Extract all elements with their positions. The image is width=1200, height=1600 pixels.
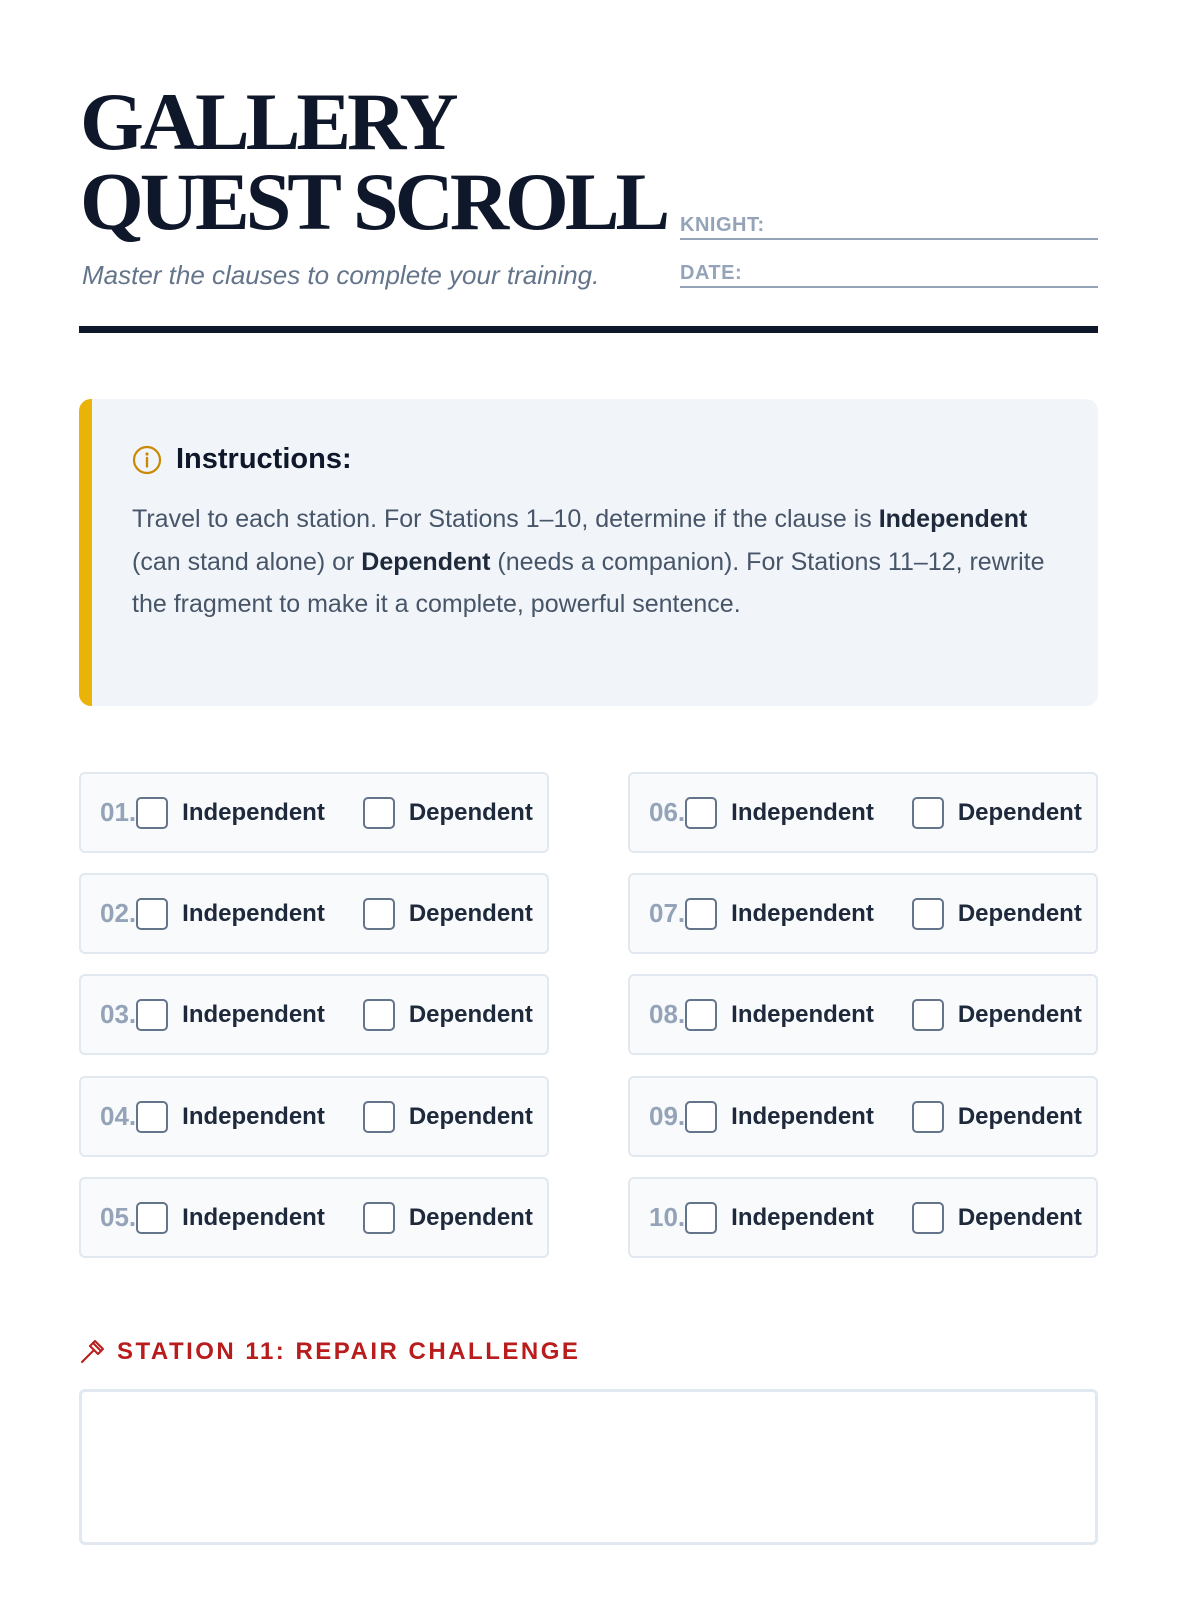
independent-label: Independent: [731, 899, 874, 927]
dependent-label: Dependent: [957, 1102, 1082, 1130]
independent-option[interactable]: [136, 1202, 325, 1234]
dependent-label: Dependent: [408, 899, 533, 927]
dependent-option[interactable]: [912, 1101, 1082, 1133]
independent-checkbox[interactable]: [136, 797, 168, 829]
independent-checkbox[interactable]: [136, 999, 168, 1031]
station-number: 02.: [100, 898, 137, 928]
hammer-icon: [79, 1339, 105, 1365]
independent-option[interactable]: [136, 898, 325, 930]
independent-option[interactable]: [136, 797, 325, 829]
independent-checkbox[interactable]: [685, 797, 717, 829]
dependent-checkbox[interactable]: [912, 1202, 944, 1234]
instructions-text-part-1: Travel to each station. For Stations 1–10, determine if the clause is: [132, 505, 879, 533]
dependent-label: Dependent: [408, 798, 533, 826]
independent-option[interactable]: [136, 1101, 325, 1133]
instructions-heading: [132, 443, 1058, 476]
independent-label: Independent: [731, 798, 874, 826]
independent-option[interactable]: [685, 797, 874, 829]
dependent-option[interactable]: [363, 1202, 533, 1234]
independent-checkbox[interactable]: [685, 1202, 717, 1234]
station-11-heading: [79, 1338, 580, 1366]
header-divider: [79, 326, 1098, 333]
independent-label: Independent: [731, 1102, 874, 1130]
independent-label: Independent: [182, 899, 325, 927]
dependent-option[interactable]: [912, 898, 1082, 930]
station-number: 08.: [649, 999, 686, 1029]
station-number: 09.: [649, 1101, 686, 1131]
instructions-text: [132, 498, 1058, 626]
independent-option[interactable]: [685, 1101, 874, 1133]
station-row: [79, 1076, 549, 1157]
independent-label: Independent: [731, 1000, 874, 1028]
station-row: [628, 974, 1098, 1055]
independent-option[interactable]: [685, 999, 874, 1031]
dependent-checkbox[interactable]: [912, 898, 944, 930]
dependent-checkbox[interactable]: [912, 999, 944, 1031]
page-title: GALLERY QUEST SCROLL: [80, 76, 667, 247]
independent-option[interactable]: [685, 898, 874, 930]
instructions-text-part-3: (needs a companion). For Stations 11–12, rewrite the fragment to make it a complete, powerful sentence.: [132, 547, 1045, 618]
knight-name-field[interactable]: [680, 210, 1098, 240]
independent-label: Independent: [731, 1203, 874, 1231]
station-row: [79, 974, 549, 1055]
station-row: [79, 772, 549, 853]
dependent-label: Dependent: [957, 1000, 1082, 1028]
independent-label: Independent: [182, 1000, 325, 1028]
instructions-text-part-2: (can stand alone) or: [132, 547, 362, 576]
independent-option[interactable]: [685, 1202, 874, 1234]
independent-checkbox[interactable]: [136, 1202, 168, 1234]
dependent-option[interactable]: [912, 1202, 1082, 1234]
date-field[interactable]: [680, 258, 1098, 288]
station-number: 03.: [100, 999, 137, 1029]
dependent-checkbox[interactable]: [912, 1101, 944, 1133]
dependent-label: Dependent: [957, 1203, 1082, 1231]
dependent-checkbox[interactable]: [912, 797, 944, 829]
dependent-option[interactable]: [363, 898, 533, 930]
station-row: [79, 873, 549, 954]
station-number: 10.: [649, 1202, 686, 1232]
independent-checkbox[interactable]: [136, 1101, 168, 1133]
independent-label: Independent: [182, 1102, 325, 1130]
independent-checkbox[interactable]: [136, 898, 168, 930]
independent-checkbox[interactable]: [685, 1101, 717, 1133]
info-icon: [132, 445, 162, 475]
dependent-checkbox[interactable]: [363, 797, 395, 829]
station-11-answer-box[interactable]: [79, 1389, 1098, 1545]
dependent-checkbox[interactable]: [363, 999, 395, 1031]
dependent-label: Dependent: [408, 1203, 533, 1231]
independent-checkbox[interactable]: [685, 898, 717, 930]
instructions-dependent-term: Dependent: [361, 547, 491, 576]
independent-label: Independent: [182, 798, 325, 826]
knight-label: KNIGHT:: [680, 214, 765, 236]
dependent-checkbox[interactable]: [363, 898, 395, 930]
date-label: DATE:: [680, 262, 743, 284]
dependent-checkbox[interactable]: [363, 1202, 395, 1234]
page-subtitle: Master the clauses to complete your training.: [82, 260, 600, 290]
dependent-checkbox[interactable]: [363, 1101, 395, 1133]
instructions-independent-term: Independent: [878, 505, 1028, 533]
station-number: 05.: [100, 1202, 137, 1232]
independent-option[interactable]: [136, 999, 325, 1031]
dependent-option[interactable]: [912, 999, 1082, 1031]
station-11-title: STATION 11: REPAIR CHALLENGE: [117, 1338, 581, 1365]
station-number: 07.: [649, 898, 686, 928]
station-row: [628, 772, 1098, 853]
dependent-label: Dependent: [957, 899, 1082, 927]
instructions-panel: [79, 399, 1098, 706]
dependent-option[interactable]: [912, 797, 1082, 829]
station-number: 06.: [649, 797, 686, 827]
independent-checkbox[interactable]: [685, 999, 717, 1031]
dependent-label: Dependent: [408, 1000, 533, 1028]
station-number: 04.: [100, 1101, 137, 1131]
instructions-heading-text: Instructions:: [176, 443, 352, 475]
station-row: [628, 1076, 1098, 1157]
station-row: [79, 1177, 549, 1258]
dependent-option[interactable]: [363, 797, 533, 829]
dependent-option[interactable]: [363, 1101, 533, 1133]
dependent-label: Dependent: [957, 798, 1082, 826]
dependent-option[interactable]: [363, 999, 533, 1031]
station-number: 01.: [100, 797, 137, 827]
station-row: [628, 873, 1098, 954]
independent-label: Independent: [182, 1203, 325, 1231]
station-row: [628, 1177, 1098, 1258]
dependent-label: Dependent: [408, 1102, 533, 1130]
